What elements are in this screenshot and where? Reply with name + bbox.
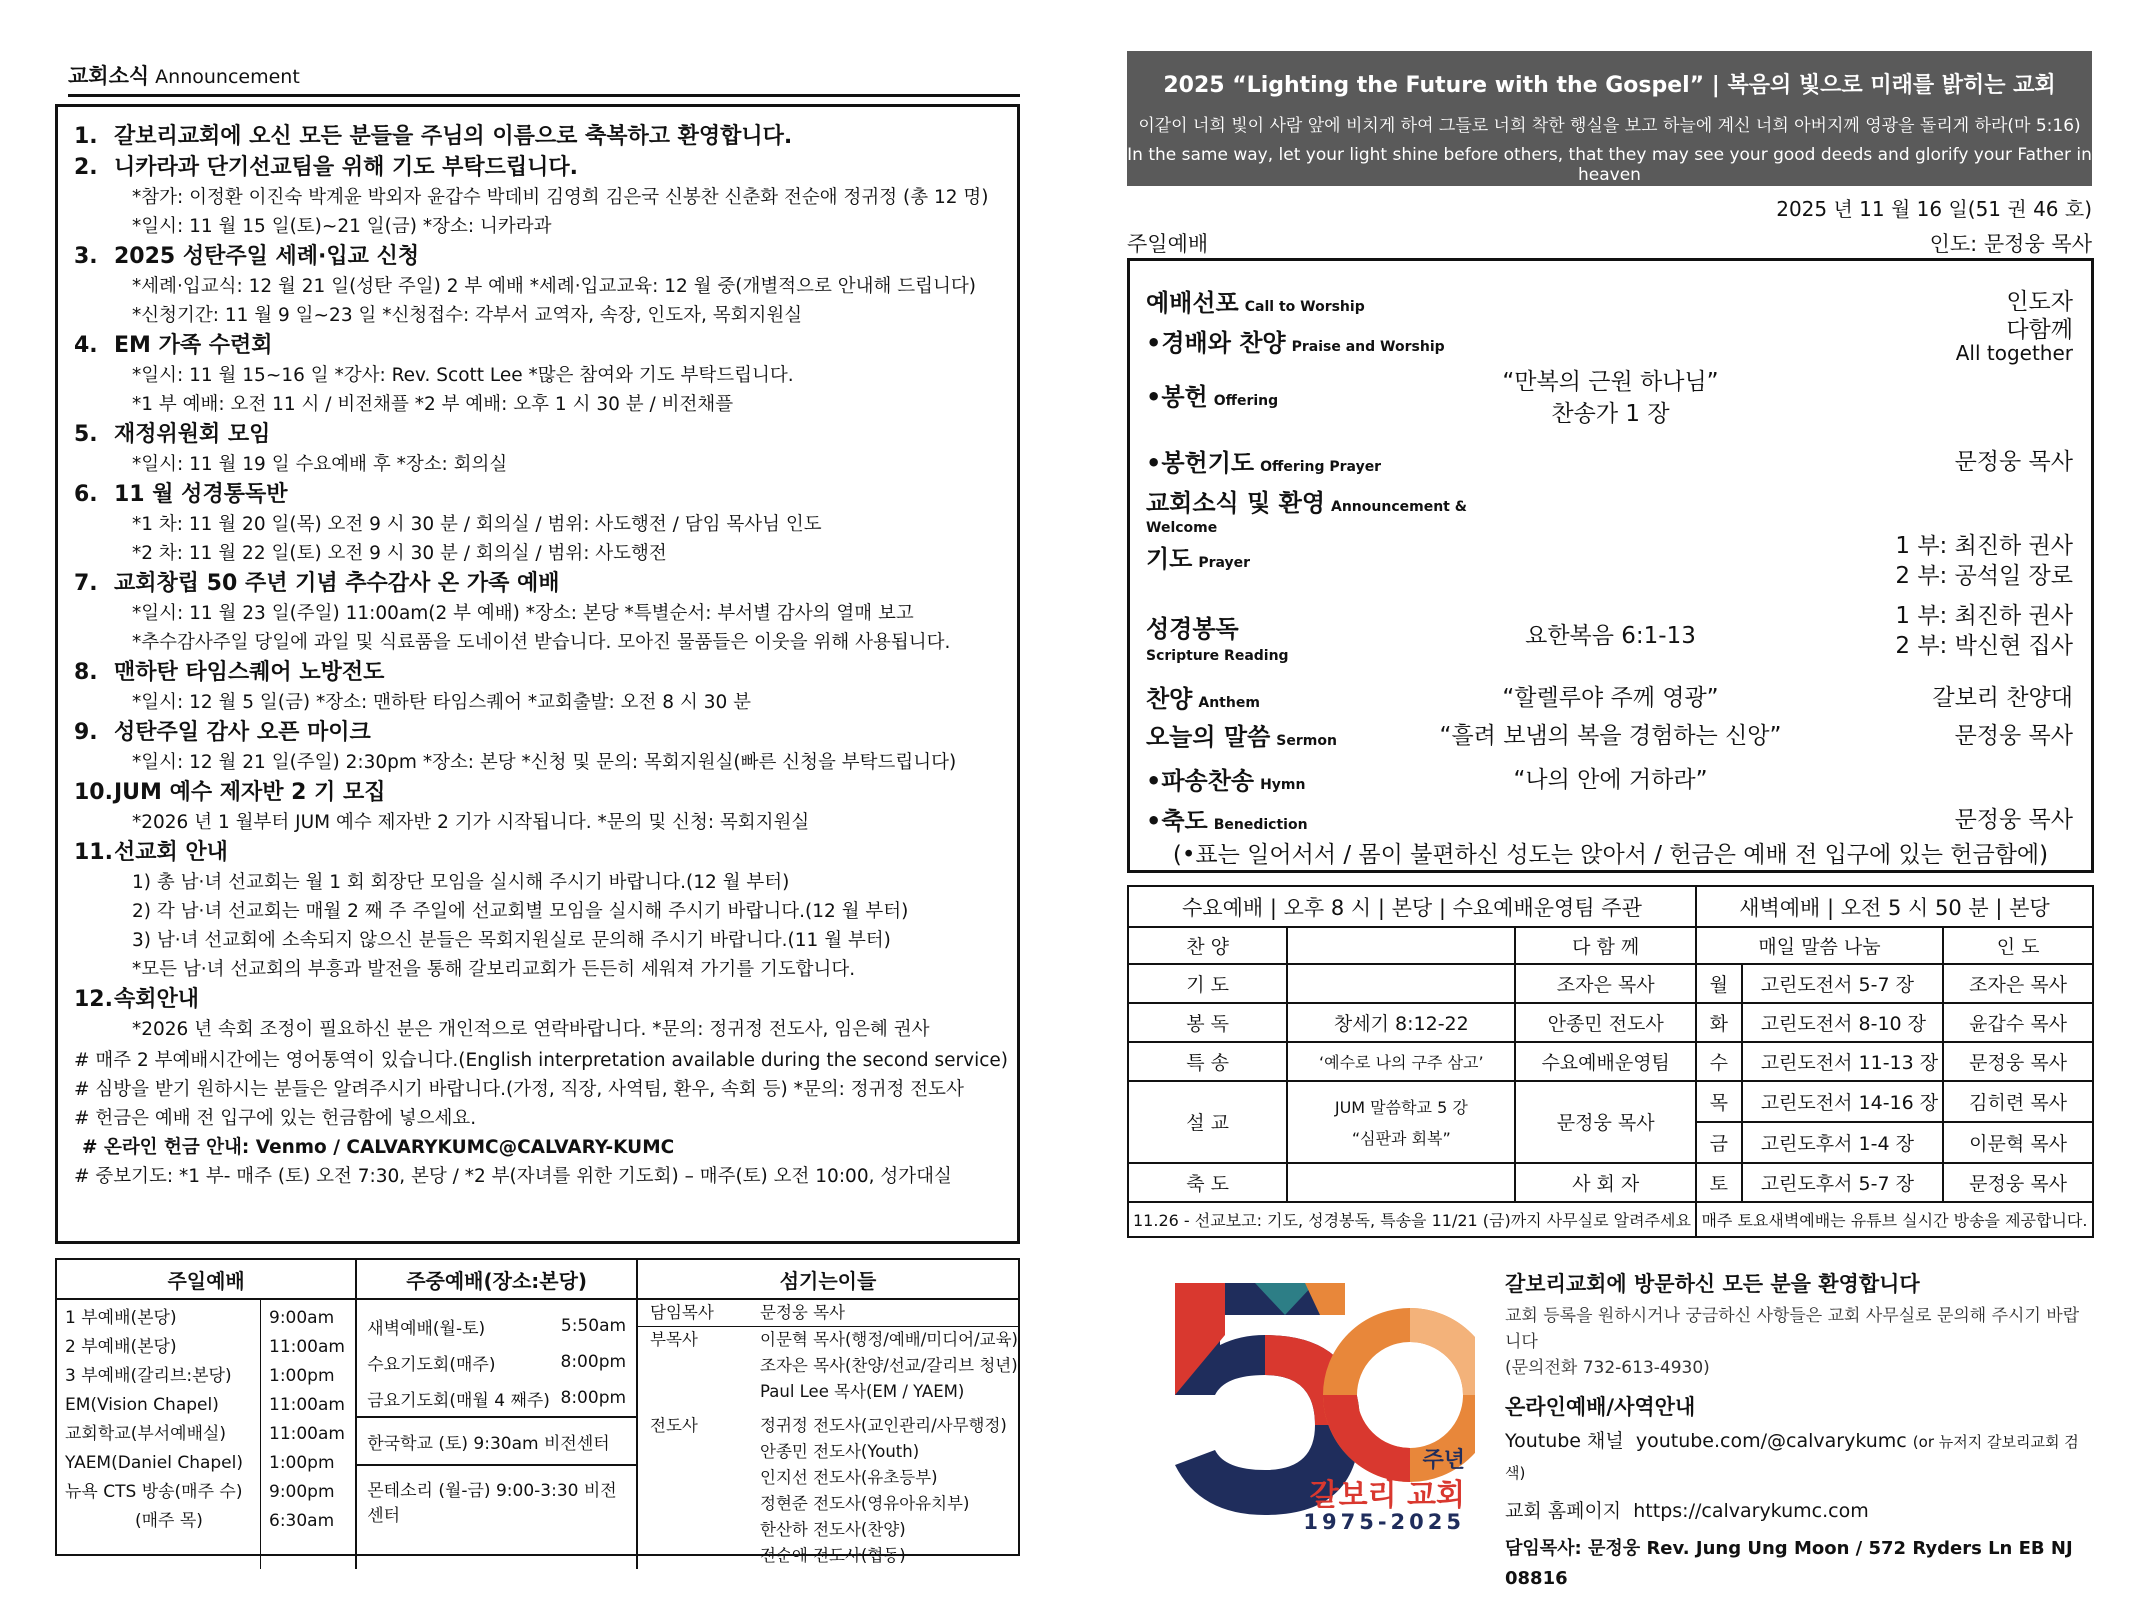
staff-header: 섬기는이들 <box>637 1260 1018 1299</box>
announcement-item-title <box>74 152 1003 183</box>
wednesday-footer: 11.26 - 선교보고: 기도, 성경봉독, 특송을 11/21 (금)까지 사무실로 알려주세요 <box>1128 1202 1696 1237</box>
worship-item-en: Announcement & <box>1331 499 1467 515</box>
staff-name: 전순애 전도사(협동) <box>760 1546 906 1565</box>
dawn-leader: 김히련 목사 <box>1943 1081 2093 1122</box>
weekday-service-row <box>357 1308 636 1344</box>
dawn-leader: 문정웅 목사 <box>1943 1163 2093 1202</box>
worship-item-en: Praise and Worship <box>1291 339 1445 355</box>
weekday-header: 주중예배(장소:본당) <box>356 1260 637 1299</box>
announcement-box <box>55 104 1020 1244</box>
worship-item-title: 오늘의 말씀 <box>1146 723 1271 751</box>
wednesday-content <box>1287 1042 1515 1081</box>
worship-item-en: Offering Prayer <box>1260 459 1382 475</box>
staff-names <box>760 1300 845 1326</box>
announcement-item-heading: 선교회 안내 <box>114 840 228 865</box>
worship-item-leader2: All together <box>1955 341 2073 365</box>
sunday-service-time: 11:00am <box>269 1395 345 1415</box>
youtube-label: Youtube 채널 <box>1505 1430 1624 1452</box>
welcome-heading: 갈보리교회에 방문하신 모든 분을 환영합니다 <box>1505 1272 1920 1296</box>
staff-name: 안종민 전도사(Youth) <box>760 1442 920 1461</box>
worship-item-en: Offering <box>1213 393 1279 409</box>
dawn-header: 새벽예배 | 오전 5 시 50 분 | 본당 <box>1696 886 2093 927</box>
worship-item-en: Sermon <box>1276 733 1337 749</box>
announcement-item-number: 2. <box>74 155 98 180</box>
announcement-item-heading: 성탄주일 감사 오픈 마이크 <box>114 720 371 745</box>
weekday-service-name: 수요기도회(매주) <box>367 1354 496 1375</box>
worship-item-name <box>1146 443 1381 478</box>
worship-item-name <box>1146 801 1308 836</box>
sunday-service-time: 9:00pm <box>269 1482 335 1502</box>
announcement-item-detail: *일시: 11 월 15 일(토)~21 일(금) *장소: 니카라과 <box>132 216 552 237</box>
announcement-item <box>74 568 1003 657</box>
worship-item-leader: 갈보리 찬양대 <box>1932 685 2073 711</box>
sunday-service-time: 6:30am <box>269 1511 335 1531</box>
announcement-item-number: 1. <box>74 124 98 149</box>
wednesday-content-line: JUM 말씀학교 5 강 <box>1334 1097 1468 1117</box>
announcement-item-title <box>74 657 1003 688</box>
welcome-panel <box>1505 1268 2095 1594</box>
dawn-col-reading: 매일 말씀 나눔 <box>1696 927 1943 964</box>
worship-item-leader: 인도자 <box>2006 289 2073 315</box>
homepage-label: 교회 홈페이지 <box>1505 1500 1622 1522</box>
announcement-item-heading: 맨하탄 타임스퀘어 노방전도 <box>114 660 385 685</box>
staff-name: 한산하 전도사(찬양) <box>760 1520 906 1539</box>
announcement-item-title <box>74 419 1003 450</box>
staff-list <box>638 1300 1018 1569</box>
worship-item-leader: 다함께 <box>2006 317 2073 343</box>
sunday-service-name: 교회학교(부서예배실) <box>65 1424 227 1444</box>
worship-item-name <box>1146 283 1365 318</box>
staff-row <box>638 1413 1018 1569</box>
schedule-table <box>55 1258 1020 1565</box>
banner-title: 2025 “Lighting the Future with the Gospel” | 복음의 빛으로 미래를 밝히는 교회 <box>1163 73 2056 98</box>
logo-church-name: 갈보리 교회 <box>1309 1478 1465 1513</box>
welcome-phone: (문의전화 732-613-4930) <box>1505 1358 1710 1378</box>
announcement-note: # 매주 2 부예배시간에는 영어통역이 있습니다.(English interpretation available during the second service) <box>74 1050 1009 1071</box>
announcement-item-title <box>74 777 1003 808</box>
announcement-item-title <box>74 568 1003 599</box>
staff-role: 부목사 <box>650 1330 698 1349</box>
wednesday-person: 조자은 목사 <box>1515 964 1695 1003</box>
announcement-item-number: 6. <box>74 482 98 507</box>
worship-item-title: •축도 <box>1146 807 1208 835</box>
announcement-item <box>74 777 1003 837</box>
staff-row <box>638 1327 1018 1405</box>
announcement-subtitle: Announcement <box>155 66 300 88</box>
order-of-worship <box>1127 258 2094 873</box>
announcement-item-number: 12. <box>74 987 113 1012</box>
welcome-text: 교회 등록을 원하시거나 궁금하신 사항들은 교회 사무실로 문의해 주시기 바랍니다 <box>1505 1306 2080 1352</box>
announcement-item-detail: *추수감사주일 당일에 과일 및 식료품을 도네이션 받습니다. 모아진 물품들은 이웃을 위해 사용됩니다. <box>132 632 951 653</box>
sunday-service-name: 뉴욕 CTS 방송(매주 수) <box>65 1482 243 1502</box>
announcement-item-heading: EM 가족 수련회 <box>114 333 273 358</box>
logo-years: 1975-2025 <box>1303 1510 1465 1534</box>
youtube-note: (or 뉴저지 갈보리교회 검색) <box>1505 1433 2079 1482</box>
banner-verse-en: In the same way, let your light shine before others, that they may see your good deeds and glorify your Father in heaven <box>1127 145 2092 185</box>
sunday-service-name: 1 부예배(본당) <box>65 1308 177 1328</box>
dawn-reading: 고린도후서 5-7 장 <box>1742 1163 1943 1202</box>
announcement-item-detail: *신청기간: 11 월 9 일~23 일 *신청접수: 각부서 교역자, 속장, 인도자, 목회지원실 <box>132 305 803 326</box>
announcement-item-heading: 재정위원회 모임 <box>114 422 271 447</box>
announcement-item-detail: *1 부 예배: 오전 11 시 / 비전채플 *2 부 예배: 오후 1 시 30 분 / 비전채플 <box>132 394 734 415</box>
sunday-service-time: 1:00pm <box>269 1453 335 1473</box>
weekday-service-row <box>357 1344 636 1380</box>
worship-item-content: “나의 안에 거하라” <box>1513 767 1708 793</box>
announcement-item <box>74 984 1003 1044</box>
announcement-item <box>74 837 1003 984</box>
announcement-item <box>74 479 1003 568</box>
worship-item-title: •파송찬송 <box>1146 767 1255 795</box>
wednesday-label: 기 도 <box>1128 964 1287 1003</box>
dawn-leader: 윤갑수 목사 <box>1943 1003 2093 1042</box>
announcement-item-title <box>74 479 1003 510</box>
announcement-item-number: 11. <box>74 840 113 865</box>
dawn-day: 수 <box>1696 1042 1742 1081</box>
announcement-item-heading: JUM 예수 제자반 2 기 모집 <box>114 780 386 805</box>
announcement-item-heading: 갈보리교회에 오신 모든 분들을 주님의 이름으로 축복하고 환영합니다. <box>114 124 793 149</box>
worship-item-name <box>1146 717 1337 752</box>
announcement-item-detail: *2026 년 속회 조정이 필요하신 분은 개인적으로 연락바랍니다. *문의: 정귀정 전도사, 임은혜 권사 <box>132 1019 930 1040</box>
worship-item-title: 찬양 <box>1146 685 1193 713</box>
weekday-service-time: 5:50am <box>560 1316 627 1336</box>
worship-item-leader: 문정웅 목사 <box>1954 807 2073 833</box>
announcement-note: # 온라인 헌금 안내: Venmo / CALVARYKUMC@CALVARY-KUMC <box>82 1137 675 1158</box>
wednesday-content-line: 창세기 8:12-22 <box>1333 1012 1469 1035</box>
wednesday-content <box>1287 964 1515 1003</box>
sunday-service-time: 1:00pm <box>269 1366 335 1386</box>
worship-item-title: 교회소식 및 환영 <box>1146 489 1325 517</box>
announcement-item-detail: *일시: 11 월 23 일(주일) 11:00am(2 부 예배) *장소: 본당 *특별순서: 부서별 감사의 열매 보고 <box>132 603 914 624</box>
dawn-leader: 이문혁 목사 <box>1943 1122 2093 1163</box>
worship-item-title: •경배와 찬양 <box>1146 329 1286 357</box>
wednesday-person: 다 함 께 <box>1515 927 1695 964</box>
staff-name: 정현준 전도사(영유아유치부) <box>760 1494 970 1513</box>
wednesday-content <box>1287 927 1515 964</box>
announcement-item-heading: 교회창립 50 주년 기념 추수감사 온 가족 예배 <box>114 571 560 596</box>
dawn-footer: 매주 토요새벽예배는 유튜브 실시간 방송을 제공합니다. <box>1696 1202 2093 1237</box>
announcement-item <box>74 330 1003 419</box>
announcement-item-detail: 2) 각 남·녀 선교회는 매월 2 째 주 주일에 선교회별 모임을 실시해 주시기 바랍니다.(12 월 부터) <box>132 901 909 922</box>
sunday-service-times <box>261 1300 353 1569</box>
wednesday-person: 문정웅 목사 <box>1515 1081 1695 1163</box>
worship-item-leader: 문정웅 목사 <box>1954 449 2073 475</box>
worship-item-leader: 문정웅 목사 <box>1954 723 2073 749</box>
wednesday-label: 설 교 <box>1128 1081 1287 1163</box>
announcement-item-title <box>74 837 1003 868</box>
weekday-service-name: 금요기도회(매월 4 째주) <box>367 1390 550 1411</box>
online-heading: 온라인예배/사역안내 <box>1505 1395 1696 1419</box>
worship-item-leader2: 2 부: 공석일 장로 <box>1895 563 2073 589</box>
worship-item-content: “흘려 보냄의 복을 경험하는 신앙” <box>1439 723 1782 749</box>
announcement-item-detail: *세례·입교식: 12 월 21 일(성탄 주일) 2 부 예배 *세례·입교교육: 12 월 중(개별적으로 안내해 드립니다) <box>132 276 976 297</box>
worship-item-en: Benediction <box>1213 817 1308 833</box>
bulletin-date: 2025 년 11 월 16 일(51 권 46 호) <box>1776 197 2092 221</box>
sunday-service-name: 3 부예배(갈리브:본당) <box>65 1366 232 1386</box>
worship-item-title: •봉헌 <box>1146 383 1208 411</box>
sunday-service-name: 2 부예배(본당) <box>65 1337 177 1357</box>
wednesday-content-line2: “심판과 회복” <box>1351 1128 1451 1148</box>
worship-item-name <box>1146 761 1305 796</box>
weekday-extra: 한국학교 (토) 9:30am 비전센터 <box>357 1418 636 1466</box>
dawn-day: 화 <box>1696 1003 1742 1042</box>
announcement-item-number: 10. <box>74 780 113 805</box>
dawn-day: 토 <box>1696 1163 1742 1202</box>
announcement-item-number: 5. <box>74 422 98 447</box>
worship-item-title: 성경봉독 <box>1146 615 1239 643</box>
worship-item-name <box>1146 609 1289 664</box>
wednesday-content-line: ‘예수로 나의 구주 삼고’ <box>1319 1052 1484 1072</box>
staff-role: 전도사 <box>650 1416 698 1435</box>
pastor-info: 담임목사: 문정웅 Rev. Jung Ung Moon / 572 Ryders Ln EB NJ 08816 <box>1505 1538 2073 1589</box>
announcement-item-number: 9. <box>74 720 98 745</box>
staff-name: 정귀정 전도사(교인관리/사무행정) <box>760 1416 1007 1435</box>
theme-banner <box>1127 51 2092 186</box>
announcement-item <box>74 717 1003 777</box>
anniversary-logo <box>1155 1275 1475 1540</box>
sunday-service-name: (매주 목) <box>135 1511 203 1531</box>
weekday-service-list <box>357 1308 636 1536</box>
worship-item-en: Anthem <box>1198 695 1260 711</box>
worship-item-leader: 1 부: 최진하 권사 <box>1895 603 2073 629</box>
announcement-item-detail: *일시: 11 월 15~16 일 *강사: Rev. Scott Lee *많은 참여와 기도 부탁드립니다. <box>132 365 794 386</box>
announcement-header <box>68 60 1020 97</box>
announcement-item-number: 4. <box>74 333 98 358</box>
wednesday-header: 수요예배 | 오후 8 시 | 본당 | 수요예배운영팀 주관 <box>1128 886 1696 927</box>
announcement-item-detail: 3) 남·녀 선교회에 소속되지 않으신 분들은 목회지원실로 문의해 주시기 바랍니다.(11 월 부터) <box>132 930 891 951</box>
service-title: 주일예배 <box>1127 232 1209 256</box>
worship-item-name <box>1146 483 1467 536</box>
wednesday-content <box>1287 1163 1515 1202</box>
staff-row <box>638 1300 1018 1327</box>
announcement-item-detail: 1) 총 남·녀 선교회는 월 1 회 회장단 모임을 실시해 주시기 바랍니다.(12 월 부터) <box>132 872 790 893</box>
worship-item-title: 기도 <box>1146 545 1193 573</box>
announcement-item <box>74 121 1003 152</box>
dawn-leader: 문정웅 목사 <box>1943 1042 2093 1081</box>
announcement-item-title <box>74 330 1003 361</box>
dawn-reading: 고린도전서 8-10 장 <box>1742 1003 1943 1042</box>
sunday-service-name: EM(Vision Chapel) <box>65 1395 219 1415</box>
announcement-item-title <box>74 241 1003 272</box>
announcement-item-detail: *일시: 12 월 5 일(금) *장소: 맨하탄 타임스퀘어 *교회출발: 오전 8 시 30 분 <box>132 692 751 713</box>
dawn-day: 목 <box>1696 1081 1742 1122</box>
worship-item-name <box>1146 377 1278 412</box>
wednesday-person: 안종민 전도사 <box>1515 1003 1695 1042</box>
wednesday-content <box>1287 1081 1515 1163</box>
announcement-item-title <box>74 984 1003 1015</box>
worship-item-title: •봉헌기도 <box>1146 449 1255 477</box>
announcement-item-heading: 니카라과 단기선교팀을 위해 기도 부탁드립니다. <box>114 155 579 180</box>
announcement-item <box>74 419 1003 479</box>
dawn-reading: 고린도후서 1-4 장 <box>1742 1122 1943 1163</box>
sunday-service-time: 11:00am <box>269 1424 345 1444</box>
worship-item-en: Prayer <box>1198 555 1251 571</box>
dawn-reading: 고린도전서 14-16 장 <box>1742 1081 1943 1122</box>
announcement-item-detail: *참가: 이정환 이진숙 박계윤 박외자 윤갑수 박데비 김영희 김은국 신봉찬 신춘화 전순애 정귀정 (총 12 명) <box>132 187 989 208</box>
weekday-tables <box>1127 885 2094 1238</box>
wednesday-label: 축 도 <box>1128 1163 1287 1202</box>
announcement-item-heading: 속회안내 <box>114 987 200 1012</box>
announcement-title: 교회소식 <box>68 64 150 88</box>
weekday-service-row <box>357 1380 636 1418</box>
staff-name: 인지선 전도사(유초등부) <box>760 1468 938 1487</box>
worship-item-title: 예배선포 <box>1146 289 1239 317</box>
sunday-service-name: YAEM(Daniel Chapel) <box>65 1453 243 1473</box>
announcement-item <box>74 241 1003 330</box>
announcement-item-number: 3. <box>74 244 98 269</box>
announcement-item-detail: *2026 년 1 월부터 JUM 예수 제자반 2 기가 시작됩니다. *문의 및 신청: 목회지원실 <box>132 812 810 833</box>
logo-anniv: 주년 <box>1422 1448 1465 1473</box>
worship-item-name <box>1146 323 1445 358</box>
worship-item-en: Scripture Reading <box>1146 648 1289 664</box>
announcement-item-heading: 11 월 성경통독반 <box>114 482 288 507</box>
youtube-link[interactable]: youtube.com/@calvarykumc <box>1635 1430 1907 1452</box>
worship-item-content: “만복의 근원 하나님” <box>1502 369 1719 395</box>
announcement-item-detail: *일시: 11 월 19 일 수요예배 후 *장소: 회의실 <box>132 454 508 475</box>
worship-item-name <box>1146 539 1250 574</box>
announcement-note: # 헌금은 예배 전 입구에 있는 헌금함에 넣으세요. <box>74 1108 477 1129</box>
staff-name: 문정웅 목사 <box>760 1303 845 1322</box>
announcement-item-detail: *1 차: 11 월 20 일(목) 오전 9 시 30 분 / 회의실 / 범위: 사도행전 / 담임 목사님 인도 <box>132 514 822 535</box>
dawn-reading: 고린도전서 11-13 장 <box>1742 1042 1943 1081</box>
wednesday-label: 봉 독 <box>1128 1003 1287 1042</box>
worship-item-en: Hymn <box>1260 777 1306 793</box>
weekday-service-time: 8:00pm <box>560 1388 627 1408</box>
wednesday-person: 사 회 자 <box>1515 1163 1695 1202</box>
sunday-service-time: 9:00am <box>269 1308 335 1328</box>
worship-item-en2: Welcome <box>1146 520 1218 536</box>
announcement-item-title <box>74 121 1003 152</box>
weekday-extra: 몬테소리 (월-금) 9:00-3:30 비전센터 <box>367 1481 617 1526</box>
worship-item-content: “할렐루야 주께 영광” <box>1502 685 1719 711</box>
announcement-notes <box>74 1046 1009 1191</box>
worship-item-content2: 찬송가 1 장 <box>1551 401 1670 427</box>
sunday-service-names <box>57 1300 261 1569</box>
dawn-col-leader: 인 도 <box>1943 927 2093 964</box>
announcement-item-title <box>74 717 1003 748</box>
order-note: (•표는 일어서서 / 몸이 불편하신 성도는 앉아서 / 헌금은 예배 전 입구에 있는 헌금함에) <box>1172 842 2049 868</box>
dawn-day: 월 <box>1696 964 1742 1003</box>
service-leader: 인도: 문정웅 목사 <box>1929 232 2092 256</box>
announcement-item-number: 7. <box>74 571 98 596</box>
announcement-item-heading: 2025 성탄주일 세례·입교 신청 <box>114 244 420 269</box>
worship-item-name <box>1146 679 1260 714</box>
announcement-note: # 심방을 받기 원하시는 분들은 알려주시기 바랍니다.(가정, 직장, 사역팀, 환우, 속회 등) *문의: 정귀정 전도사 <box>74 1079 964 1100</box>
sunday-service-time: 11:00am <box>269 1337 345 1357</box>
worship-item-content: 요한복음 6:1-13 <box>1525 623 1696 649</box>
wednesday-label: 찬 양 <box>1128 927 1287 964</box>
dawn-reading: 고린도전서 5-7 장 <box>1742 964 1943 1003</box>
announcement-item <box>74 152 1003 241</box>
announcement-item-detail: *모든 남·녀 선교회의 부흥과 발전을 통해 갈보리교회가 든든히 세워져 가기를 기도합니다. <box>132 959 856 980</box>
dawn-leader: 조자은 목사 <box>1943 964 2093 1003</box>
staff-name: Paul Lee 목사(EM / YAEM) <box>760 1382 965 1401</box>
worship-item-leader: 1 부: 최진하 권사 <box>1895 533 2073 559</box>
worship-item-en: Call to Worship <box>1244 299 1365 315</box>
wednesday-content <box>1287 1003 1515 1042</box>
staff-names <box>760 1413 1007 1569</box>
staff-name: 조자은 목사(찬양/선교/갈리브 청년) <box>760 1356 1018 1375</box>
announcement-item-detail: *2 차: 11 월 22 일(토) 오전 9 시 30 분 / 회의실 / 범위: 사도행전 <box>132 543 667 564</box>
worship-item-leader2: 2 부: 박신현 집사 <box>1895 633 2073 659</box>
staff-role: 담임목사 <box>650 1303 714 1322</box>
weekday-service-name: 새벽예배(월-토) <box>367 1318 486 1339</box>
staff-names <box>760 1327 1018 1405</box>
announcement-note: # 중보기도: *1 부- 매주 (토) 오전 7:30, 본당 / *2 부(자녀를 위한 기도회) – 매주(토) 오전 10:00, 성가대실 <box>74 1166 952 1187</box>
sunday-header: 주일예배 <box>57 1260 356 1299</box>
banner-verse-ko: 이같이 너희 빛이 사람 앞에 비치게 하여 그들로 너희 착한 행실을 보고 하늘에 계신 너희 아버지께 영광을 돌리게 하라(마 5:16) <box>1138 116 2081 136</box>
staff-name: 이문혁 목사(행정/예배/미디어/교육) <box>760 1330 1018 1349</box>
announcement-item <box>74 657 1003 717</box>
wednesday-label: 특 송 <box>1128 1042 1287 1081</box>
homepage-link[interactable]: https://calvarykumc.com <box>1633 1500 1869 1522</box>
dawn-day: 금 <box>1696 1122 1742 1163</box>
wednesday-person: 수요예배운영팀 <box>1515 1042 1695 1081</box>
announcement-item-detail: *일시: 12 월 21 일(주일) 2:30pm *장소: 본당 *신청 및 문의: 목회지원실(빠른 신청을 부탁드립니다) <box>132 752 957 773</box>
announcement-item-number: 8. <box>74 660 98 685</box>
weekday-service-time: 8:00pm <box>560 1352 627 1372</box>
